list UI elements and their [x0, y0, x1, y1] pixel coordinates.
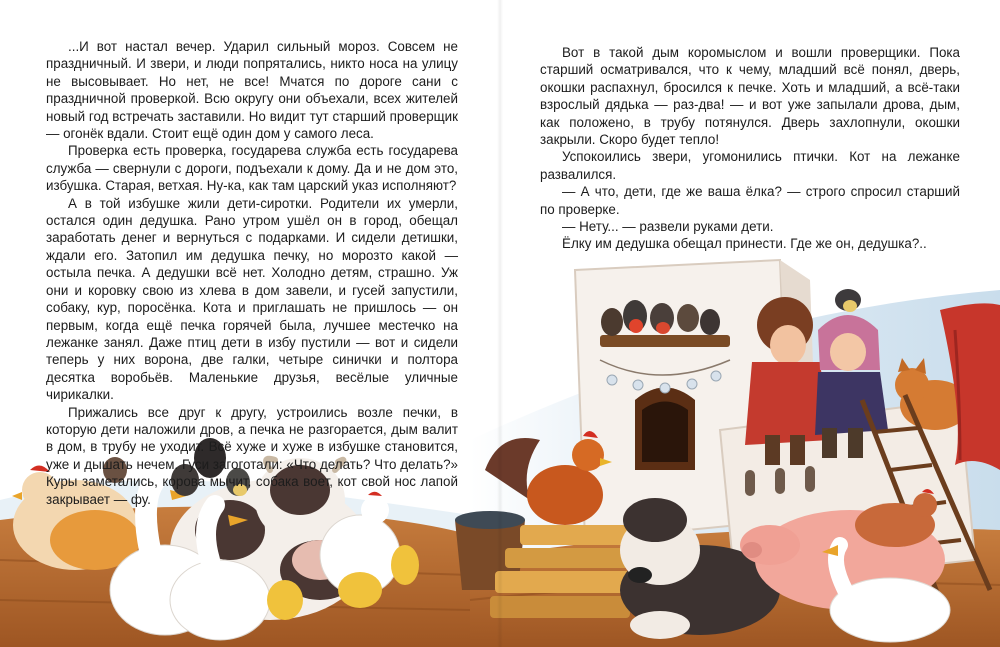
- paragraph: Успокоились звери, угомонились птички. Кот на лежанке развалился.: [540, 149, 960, 182]
- paragraph: Ёлку им дедушка обещал принести. Где же он, дедушка?..: [562, 236, 927, 252]
- paragraph: ...И вот настал вечер. Ударил сильный мороз. Совсем не праздничный. И звери, и люди попрятались, никто носа на улицу не высовывает. Но нет, не все! Мчатся по дороге сани с праздничной проверкой. Всю округу они объехали, всех жителей новый год встречать заставили. Но видит тут старший проверщик — огонёк вдали. Стоит ещё один дом у самого леса.: [46, 39, 458, 142]
- paragraph: А в той избушке жили дети-сиротки. Родители их умерли, остался один дедушка. Рано утром ушёл он в город, обещал заработать денег и вернуться с подарками. И сидели детишки, ждали его. Затопил им дедушка печку, но морозто какой — остыла печка. А дедушки всё нет. Холодно детям, страшно. Уж они и коровку свою из хлева в дом завели, и гусей запустили, собаку, кур, поросёнка. Кота и приглашать не пришлось — он первым, когда ещё печка горячей была, лучшее местечко на лежанке занял. Даже птиц дети в избу пустили — вот и сидели теперь у них ворона, две галки, четыре синички и полтора десятка воробьёв. Маленькие друзья, весёлые уличные чирикалки.: [46, 195, 458, 403]
- paragraph: Прижались все друг к другу, устроились возле печки, в которую дети наложили дров, а печка не разгорается, дым валит в дом, в трубу не уходит. Всё хуже и хуже в избушке становится, уже и дышать нечем. Гуси загоготали: «Что делать? Что делать?» Куры заметались, корова мычит, собака воет, кот свой нос лапой закрывает — фу.: [46, 404, 458, 507]
- left-page-text: [46, 38, 458, 508]
- book-gutter: [497, 0, 503, 647]
- paragraph: Вот в такой дым коромыслом и вошли проверщики. Пока старший осматривался, что к чему, младший всё понял, дверь, окошки распахнул, бросился к печке. Хоть и младший, а всё-таки взрослый дядька — раз-два! — и вот уже запылали дрова, дым, как положено, в трубу потянулся. Дверь захлопнули, окошки закрыли. Скоро будет тепло!: [540, 45, 960, 148]
- right-page-text: [540, 44, 960, 253]
- paragraph: — А что, дети, где же ваша ёлка? — строго спросил старший по проверке.: [540, 184, 960, 217]
- paragraph: — Нету... — развели руками дети.: [562, 219, 774, 235]
- paragraph: Проверка есть проверка, государева служба есть государева служба — свернули с дороги, подъехали к дому. Да и не дом это, избушка. Старая, ветхая. Ну-ка, как там царский указ исполняют?: [46, 143, 458, 194]
- stove-shelf: [600, 335, 730, 347]
